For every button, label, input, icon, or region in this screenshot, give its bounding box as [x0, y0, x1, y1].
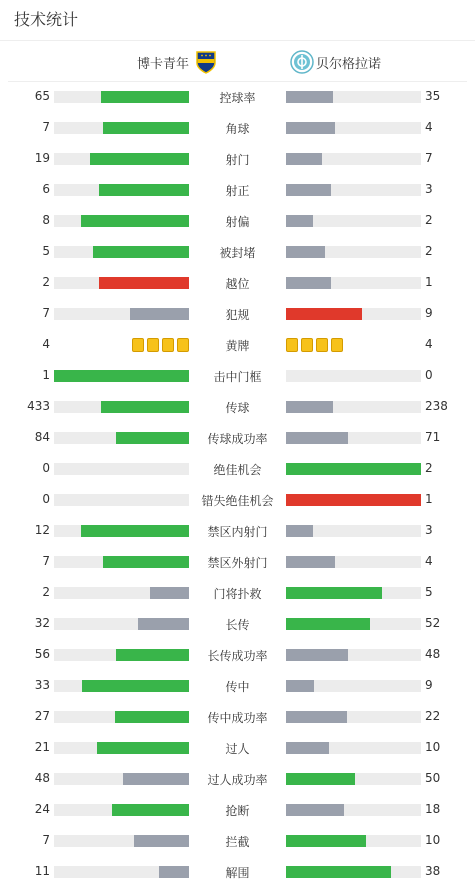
stat-label: 角球 [225, 122, 250, 136]
home-bar-track [54, 835, 189, 847]
home-value: 32 [34, 616, 50, 630]
away-value: 4 [425, 554, 433, 568]
stat-row [0, 330, 475, 361]
home-bar-track [54, 91, 189, 103]
home-bar [112, 804, 189, 816]
away-team-name: 贝尔格拉诺 [316, 56, 382, 72]
home-value: 5 [42, 244, 50, 258]
away-value: 18 [425, 802, 441, 816]
away-bar-track [286, 835, 421, 847]
stat-row [0, 299, 475, 330]
home-bar [150, 587, 189, 599]
home-yellow-cards [132, 338, 189, 352]
stat-label: 解围 [225, 866, 250, 880]
home-bar-track [54, 246, 189, 258]
home-value: 1 [42, 368, 50, 382]
stat-label: 过人 [225, 742, 250, 756]
stat-label: 门将扑救 [213, 587, 262, 601]
stat-label: 错失绝佳机会 [201, 494, 274, 508]
home-bar-track [54, 277, 189, 289]
yellow-card-icon [301, 338, 313, 352]
home-value: 56 [34, 647, 50, 661]
stat-label: 被封堵 [219, 246, 256, 260]
home-value: 24 [34, 802, 50, 816]
teams-header [8, 41, 467, 82]
stat-label: 长传 [225, 618, 250, 632]
away-bar [286, 401, 333, 413]
boca-crest-icon [195, 50, 217, 74]
stat-row [0, 857, 475, 888]
home-bar-track [54, 618, 189, 630]
away-bar [286, 556, 335, 568]
yellow-card-icon [316, 338, 328, 352]
stat-label: 越位 [225, 277, 250, 291]
home-bar [103, 556, 189, 568]
home-bar-track [54, 649, 189, 661]
away-bar [286, 804, 344, 816]
home-bar-track [54, 308, 189, 320]
away-bar-track [286, 711, 421, 723]
home-value: 0 [42, 492, 50, 506]
stat-row [0, 547, 475, 578]
home-bar [116, 432, 189, 444]
away-bar [286, 463, 421, 475]
away-value: 10 [425, 740, 441, 754]
home-bar [130, 308, 189, 320]
away-value: 5 [425, 585, 433, 599]
stat-label: 禁区内射门 [207, 525, 268, 539]
away-bar [286, 91, 333, 103]
away-value: 52 [425, 616, 441, 630]
away-bar [286, 835, 366, 847]
away-value: 0 [425, 368, 433, 382]
home-bar [90, 153, 189, 165]
home-value: 7 [42, 120, 50, 134]
yellow-card-icon [132, 338, 144, 352]
home-bar [159, 866, 189, 878]
home-bar [81, 525, 189, 537]
stat-row [0, 361, 475, 392]
away-yellow-cards [286, 338, 343, 352]
away-bar-track [286, 773, 421, 785]
away-value: 2 [425, 213, 433, 227]
home-bar-track [54, 742, 189, 754]
stats-list [0, 82, 475, 888]
home-value: 48 [34, 771, 50, 785]
away-bar-track [286, 184, 421, 196]
away-bar [286, 184, 331, 196]
home-value: 19 [34, 151, 50, 165]
away-bar [286, 773, 355, 785]
away-value: 2 [425, 244, 433, 258]
home-bar [134, 835, 189, 847]
home-value: 6 [42, 182, 50, 196]
yellow-card-icon [162, 338, 174, 352]
home-bar-track [54, 401, 189, 413]
home-team[interactable] [137, 50, 217, 74]
stat-row [0, 175, 475, 206]
stat-label: 拦截 [225, 835, 250, 849]
stat-label: 射正 [225, 184, 250, 198]
stat-row [0, 454, 475, 485]
stat-row [0, 485, 475, 516]
stat-row [0, 826, 475, 857]
away-bar-track [286, 587, 421, 599]
stat-row [0, 764, 475, 795]
away-bar-track [286, 153, 421, 165]
away-bar-track [286, 277, 421, 289]
stat-label: 黄牌 [225, 339, 250, 353]
away-bar-track [286, 246, 421, 258]
stat-row [0, 268, 475, 299]
away-bar [286, 618, 370, 630]
away-value: 38 [425, 864, 441, 878]
away-bar-track [286, 370, 421, 382]
stat-row [0, 206, 475, 237]
home-value: 4 [42, 337, 50, 351]
home-value: 21 [34, 740, 50, 754]
away-value: 4 [425, 337, 433, 351]
away-value: 1 [425, 275, 433, 289]
home-bar-track [54, 711, 189, 723]
away-value: 48 [425, 647, 441, 661]
stat-row [0, 671, 475, 702]
home-bar [99, 277, 189, 289]
home-bar-track [54, 215, 189, 227]
away-value: 22 [425, 709, 441, 723]
home-bar-track [54, 587, 189, 599]
home-bar-track [54, 463, 189, 475]
stat-row [0, 795, 475, 826]
away-bar-track [286, 401, 421, 413]
away-bar-track [286, 556, 421, 568]
home-value: 2 [42, 585, 50, 599]
away-value: 35 [425, 89, 441, 103]
away-value: 1 [425, 492, 433, 506]
home-bar-track [54, 804, 189, 816]
home-value: 27 [34, 709, 50, 723]
away-bar-track [286, 432, 421, 444]
away-bar [286, 742, 329, 754]
away-value: 9 [425, 678, 433, 692]
away-bar [286, 246, 325, 258]
stat-label: 控球率 [219, 91, 256, 105]
yellow-card-icon [331, 338, 343, 352]
home-bar [93, 246, 189, 258]
home-bar [81, 215, 189, 227]
away-bar [286, 866, 391, 878]
stat-row [0, 578, 475, 609]
belgrano-crest-icon [290, 50, 312, 74]
home-bar [82, 680, 189, 692]
home-value: 0 [42, 461, 50, 475]
home-bar [101, 401, 189, 413]
away-value: 7 [425, 151, 433, 165]
home-bar [97, 742, 189, 754]
away-bar-track [286, 618, 421, 630]
stat-row [0, 392, 475, 423]
away-bar-track [286, 680, 421, 692]
stat-label: 长传成功率 [207, 649, 268, 663]
away-bar-track [286, 463, 421, 475]
home-bar-track [54, 370, 189, 382]
home-bar-track [54, 184, 189, 196]
home-value: 8 [42, 213, 50, 227]
stat-row [0, 516, 475, 547]
home-value: 11 [34, 864, 50, 878]
stat-row [0, 423, 475, 454]
home-bar [101, 91, 189, 103]
stat-label: 传球成功率 [207, 432, 268, 446]
home-value: 12 [34, 523, 50, 537]
stat-row [0, 82, 475, 113]
away-bar [286, 215, 313, 227]
home-bar-track [54, 494, 189, 506]
home-bar-track [54, 773, 189, 785]
away-bar [286, 587, 382, 599]
stat-label: 击中门框 [213, 370, 262, 384]
home-value: 7 [42, 554, 50, 568]
stat-label: 射门 [225, 153, 250, 167]
home-bar [123, 773, 189, 785]
home-bar [54, 370, 189, 382]
home-bar-track [54, 680, 189, 692]
away-bar [286, 649, 348, 661]
away-bar-track [286, 525, 421, 537]
away-bar-track [286, 215, 421, 227]
stat-label: 犯规 [225, 308, 250, 322]
stat-label: 传中 [225, 680, 250, 694]
away-bar-track [286, 308, 421, 320]
stat-label: 禁区外射门 [207, 556, 268, 570]
away-value: 238 [425, 399, 448, 413]
stat-row [0, 237, 475, 268]
home-value: 65 [34, 89, 50, 103]
home-bar-track [54, 525, 189, 537]
home-bar-track [54, 153, 189, 165]
away-bar-track [286, 866, 421, 878]
away-bar [286, 525, 313, 537]
stat-row [0, 702, 475, 733]
away-value: 9 [425, 306, 433, 320]
away-bar [286, 711, 347, 723]
away-bar [286, 277, 331, 289]
yellow-card-icon [286, 338, 298, 352]
away-bar [286, 308, 362, 320]
away-value: 10 [425, 833, 441, 847]
stat-label: 射偏 [225, 215, 250, 229]
home-value: 2 [42, 275, 50, 289]
yellow-card-icon [147, 338, 159, 352]
away-value: 2 [425, 461, 433, 475]
home-bar [115, 711, 189, 723]
stat-row [0, 144, 475, 175]
home-value: 7 [42, 833, 50, 847]
home-bar-track [54, 432, 189, 444]
away-bar-track [286, 804, 421, 816]
home-team-name: 博卡青年 [136, 56, 189, 72]
away-bar-track [286, 649, 421, 661]
home-bar [116, 649, 189, 661]
home-value: 433 [27, 399, 50, 413]
away-team[interactable] [290, 50, 381, 74]
home-bar-track [54, 122, 189, 134]
stat-row [0, 113, 475, 144]
home-value: 33 [34, 678, 50, 692]
away-bar-track [286, 122, 421, 134]
away-bar [286, 122, 335, 134]
away-bar [286, 494, 421, 506]
away-bar [286, 432, 348, 444]
away-bar-track [286, 742, 421, 754]
away-value: 50 [425, 771, 441, 785]
stat-row [0, 609, 475, 640]
stat-label: 传球 [225, 401, 250, 415]
home-bar [138, 618, 189, 630]
home-bar [99, 184, 189, 196]
away-value: 3 [425, 523, 433, 537]
away-bar-track [286, 494, 421, 506]
stat-label: 绝佳机会 [213, 463, 262, 477]
away-value: 3 [425, 182, 433, 196]
away-bar-track [286, 91, 421, 103]
page-title: 技术统计 [0, 0, 475, 41]
home-bar-track [54, 866, 189, 878]
home-bar-track [54, 556, 189, 568]
stat-label: 抢断 [225, 804, 250, 818]
yellow-card-icon [177, 338, 189, 352]
home-bar [103, 122, 189, 134]
away-value: 71 [425, 430, 441, 444]
away-bar [286, 153, 322, 165]
stat-row [0, 733, 475, 764]
away-bar [286, 680, 314, 692]
stat-label: 过人成功率 [207, 773, 268, 787]
stat-row [0, 640, 475, 671]
away-value: 4 [425, 120, 433, 134]
stat-label: 传中成功率 [207, 711, 268, 725]
home-value: 7 [42, 306, 50, 320]
home-value: 84 [34, 430, 50, 444]
